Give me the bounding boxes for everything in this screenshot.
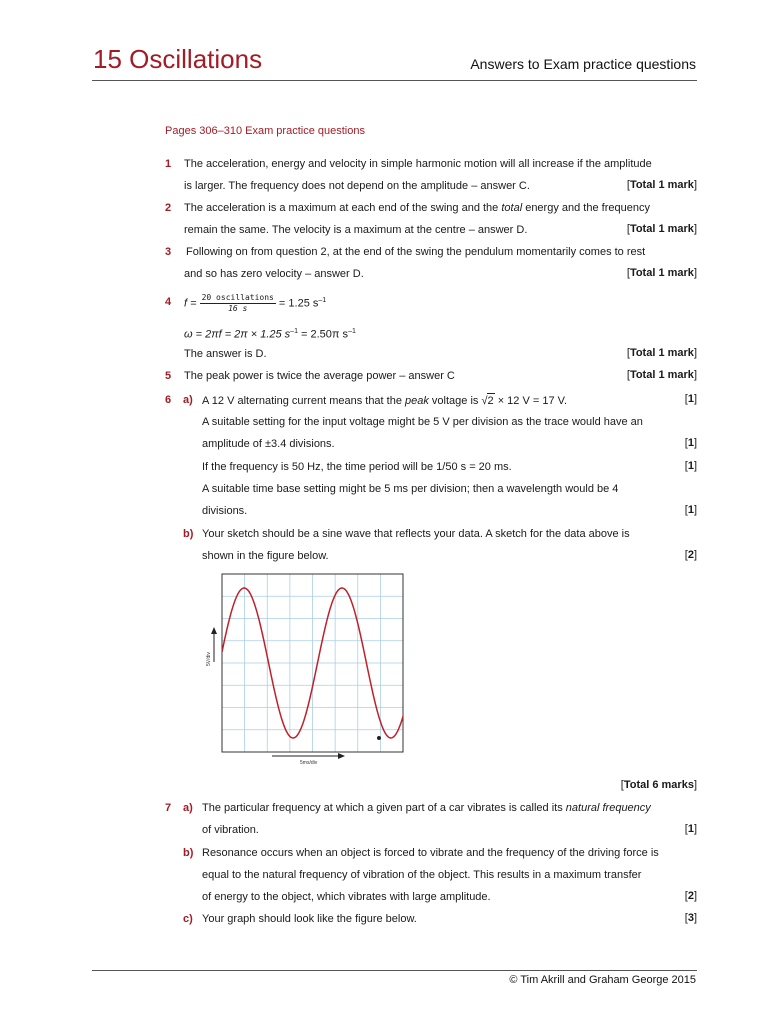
trough-marker bbox=[377, 736, 381, 740]
part-label: a) bbox=[183, 394, 193, 406]
header-divider bbox=[92, 80, 697, 81]
page-title: 15 Oscillations bbox=[93, 44, 263, 74]
page-subtitle: Answers to Exam practice questions bbox=[470, 56, 696, 72]
mark-label: [Total 1 mark] bbox=[626, 369, 697, 381]
x-axis-label: 5ms/div bbox=[300, 760, 318, 766]
y-arrowhead-icon bbox=[211, 627, 217, 634]
fraction: $\frac{\text{20 oscillations}}{16 s}$ bbox=[201, 293, 274, 314]
question-number: 1 bbox=[165, 158, 172, 170]
answer-text: of vibration. bbox=[202, 824, 259, 836]
copyright: © Tim Akrill and Graham George 2015 bbox=[509, 974, 696, 986]
answer-text: amplitude of ±3.4 divisions. bbox=[202, 438, 335, 450]
answer-text: is larger. The frequency does not depend on the amplitude – answer C. bbox=[184, 180, 530, 192]
mark-label: [2] bbox=[684, 549, 697, 561]
question-number: 2 bbox=[165, 202, 172, 214]
answer-text: A 12 V alternating current means that the peak voltage is √2 × 12 V = 17 V. bbox=[202, 395, 568, 407]
answer-text: Resonance occurs when an object is forced to vibrate and the frequency of the driving force is bbox=[202, 847, 659, 859]
oscilloscope-sine-graph bbox=[200, 570, 410, 770]
mark-label: [Total 1 mark] bbox=[626, 179, 697, 191]
answer-text: The particular frequency at which a given part of a car vibrates is called its natural frequency bbox=[202, 802, 651, 814]
answer-text: If the frequency is 50 Hz, the time period will be 1/50 s = 20 ms. bbox=[202, 461, 512, 473]
mark-label: [1] bbox=[684, 393, 697, 405]
answer-text: remain the same. The velocity is a maximum at the centre – answer D. bbox=[184, 224, 528, 236]
mark-label: [1] bbox=[684, 504, 697, 516]
question-number: 7 bbox=[165, 802, 172, 814]
answer-text: The answer is D. bbox=[184, 348, 267, 360]
question-number: 4 bbox=[165, 296, 172, 308]
mark-label: [1] bbox=[684, 437, 697, 449]
part-label: b) bbox=[183, 528, 194, 540]
question-number: 6 bbox=[165, 394, 172, 406]
answer-text: and so has zero velocity – answer D. bbox=[184, 268, 364, 280]
answer-text: The peak power is twice the average power – answer C bbox=[184, 370, 455, 382]
question-number: 3 bbox=[165, 246, 172, 258]
part-label: b) bbox=[183, 847, 194, 859]
x-arrowhead-icon bbox=[338, 753, 345, 759]
answer-text: equal to the natural frequency of vibration of the object. This results in a maximum transfer bbox=[202, 869, 642, 881]
question-number: 5 bbox=[165, 370, 172, 382]
y-axis-label: 5V/div bbox=[206, 652, 212, 666]
answer-text: shown in the figure below. bbox=[202, 550, 329, 562]
answer-text: Your graph should look like the figure below. bbox=[202, 913, 417, 925]
frequency-equation: f = $\frac{\text{20 oscillations}}{16 s}$ = 1.25 $s^{-1}$ bbox=[184, 293, 327, 314]
mark-label: [3] bbox=[684, 912, 697, 924]
section-heading: Pages 306–310 Exam practice questions bbox=[165, 125, 365, 137]
mark-label-total: [Total 6 marks] bbox=[620, 779, 697, 791]
graph-grid bbox=[222, 574, 403, 752]
mark-label: [1] bbox=[684, 460, 697, 472]
answer-text: of energy to the object, which vibrates with large amplitude. bbox=[202, 891, 491, 903]
mark-label: [Total 1 mark] bbox=[626, 347, 697, 359]
omega-equation: ω = 2πf = 2π × 1.25 $s^{-1} = 2.50\pi$ $s^{-1}$ bbox=[184, 328, 356, 341]
footer-divider bbox=[92, 970, 697, 971]
answer-text: divisions. bbox=[202, 505, 248, 517]
mark-label: [2] bbox=[684, 890, 697, 902]
mark-label: [Total 1 mark] bbox=[626, 267, 697, 279]
part-label: a) bbox=[183, 802, 193, 814]
answer-text: Following on from question 2, at the end of the swing the pendulum momentarily comes to rest bbox=[186, 246, 646, 258]
answer-text: A suitable setting for the input voltage might be 5 V per division as the trace would have an bbox=[202, 416, 643, 428]
part-label: c) bbox=[183, 913, 193, 925]
answer-text: Your sketch should be a sine wave that reflects your data. A sketch for the data above is bbox=[202, 528, 630, 540]
mark-label: [1] bbox=[684, 823, 697, 835]
answer-text: The acceleration is a maximum at each end of the swing and the total energy and the frequency bbox=[184, 202, 650, 214]
answer-text: A suitable time base setting might be 5 ms per division; then a wavelength would be 4 bbox=[202, 483, 619, 495]
answer-text: The acceleration, energy and velocity in simple harmonic motion will all increase if the amplitude bbox=[184, 158, 652, 170]
mark-label: [Total 1 mark] bbox=[626, 223, 697, 235]
